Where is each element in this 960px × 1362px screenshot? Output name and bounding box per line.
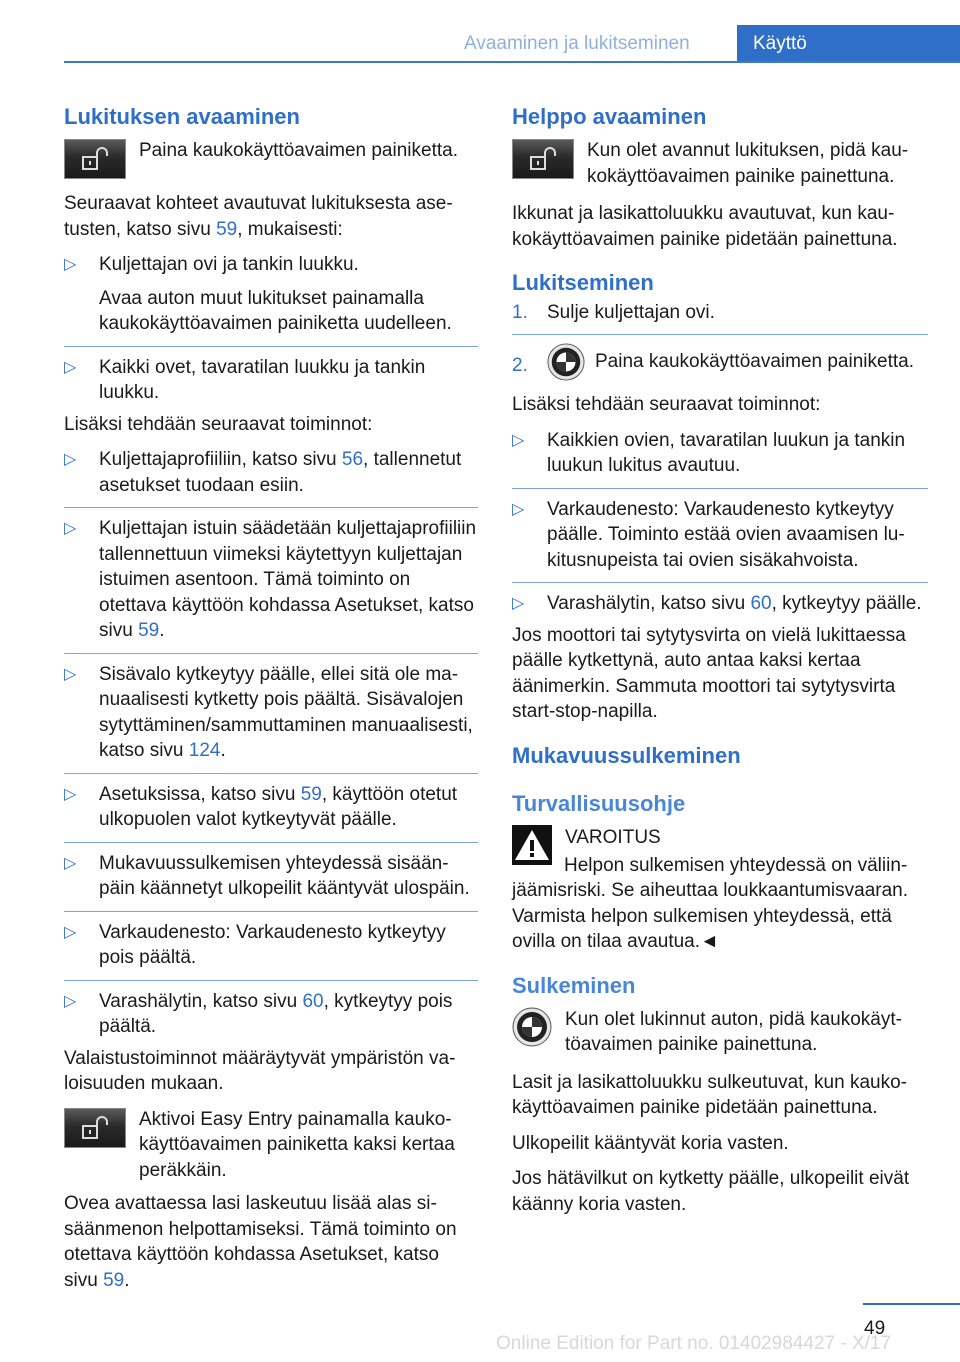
hazard-note: Jos hätävilkut on kytketty päälle, ulkopeilit eivät käänny koria vasten. <box>512 1168 910 1215</box>
list-item: ▷ Kaikki ovet, tavaratilan luukku ja tankin luukku. <box>64 356 426 403</box>
right-column <box>512 100 928 1227</box>
triangle-bullet-icon: ▷ <box>64 520 77 537</box>
list-item: ▷ Kaikkien ovien, tavaratilan luukun ja tankin luukun lukitus avautuu. <box>512 428 928 489</box>
page-link[interactable]: 56 <box>341 449 364 470</box>
closing-instruction <box>512 1007 928 1058</box>
triangle-bullet-icon: ▷ <box>512 595 525 612</box>
bmw-logo-icon <box>547 343 585 389</box>
closing-text: Kun olet lukinnut auton, pidä kaukokäyttöavaimen painike painettuna. <box>565 1008 902 1055</box>
heading-safety-note: Turvallisuusohje <box>512 790 686 816</box>
locking-functions-list <box>512 428 928 623</box>
warning-text: Helpon sulkemisen yhteydessä on väliinjäämisriski. Se aiheuttaa loukkaantumisvaaran. Varmista helpon sulkemisen yhteydessä, että ovilla on tilaa avautua.◄ <box>512 854 909 952</box>
heading-easy-open: Helppo avaaminen <box>512 104 707 129</box>
bmw-logo-icon <box>512 1007 552 1047</box>
triangle-bullet-icon: ▷ <box>512 431 525 449</box>
unlock-key-icon <box>512 139 574 179</box>
warning-triangle-icon <box>512 825 552 865</box>
page-link[interactable]: 60 <box>750 593 772 614</box>
list-item: ▷ Varashälytin, katso sivu 60, kytkeytyy pois päältä. <box>64 990 453 1037</box>
list-item: ▷ Varashälytin, katso sivu 60, kytkeytyy päälle. <box>512 591 928 623</box>
unlock-instruction <box>64 138 478 179</box>
edition-footer: Online Edition for Part no. 01402984427 - X/17 <box>496 1333 892 1354</box>
glass-note: Lasit ja lasikattoluukku sulkeutuvat, kun kaukokäyttöavaimen painike pidetään painettuna. <box>512 1071 907 1118</box>
triangle-bullet-icon: ▷ <box>64 451 77 468</box>
step-item: 2. Paina kaukokäyttöavaimen painiketta. <box>512 343 928 393</box>
step-item: 1. Sulje kuljettajan ovi. <box>512 300 928 335</box>
heading-locking: Lukitseminen <box>512 270 654 295</box>
list-item: ▷ Kuljettajan ovi ja tankin luukku. Avaa auton muut lukitukset painamalla kaukokäyttöavaimen painiketta uudelleen. <box>64 252 478 347</box>
also-label: Lisäksi tehdään seuraavat toiminnot: <box>512 394 821 415</box>
list-item: ▷ Mukavuussulkemisen yhteydessä sisäänpäin käännetyt ulkopeilit kääntyvät ulospäin. <box>64 851 478 912</box>
header-rule <box>64 61 960 63</box>
page-link[interactable]: 124 <box>188 740 221 761</box>
page-link[interactable]: 60 <box>302 990 324 1012</box>
header-section-title: Avaaminen ja lukitseminen <box>464 33 690 54</box>
heading-closing: Sulkeminen <box>512 972 636 998</box>
triangle-bullet-icon: ▷ <box>64 665 77 683</box>
heading-comfort-close: Mukavuussulkeminen <box>512 742 741 768</box>
triangle-bullet-icon: ▷ <box>64 358 77 376</box>
list-item: ▷ Varkaudenesto: Varkaudenesto kytkeytyy pois päältä. <box>64 920 478 981</box>
unlock-items-list <box>64 252 478 412</box>
page-link[interactable]: 59 <box>103 1269 125 1291</box>
unlock-key-icon <box>64 139 126 179</box>
triangle-bullet-icon: ▷ <box>64 992 77 1010</box>
windows-note: Ikkunat ja lasikattoluukku avautuvat, kun kaukokäyttöavaimen painike pidetään painettuna. <box>512 203 898 250</box>
easy-open-text: Kun olet avannut lukituksen, pidä kaukokäyttöavaimen painike painettuna. <box>587 140 909 187</box>
triangle-bullet-icon: ▷ <box>64 256 77 273</box>
left-column <box>64 100 478 1303</box>
triangle-bullet-icon: ▷ <box>64 854 77 872</box>
locking-steps <box>512 300 928 392</box>
door-note: Ovea avattaessa lasi laskeutuu lisää alas sisäänmenon helpottamiseksi. Tämä toiminto on otettava käyttöön kohdassa Asetukset, katso sivu 59. <box>64 1193 457 1291</box>
easy-open-instruction <box>512 138 928 189</box>
warning-title: VAROITUS <box>565 826 661 848</box>
page-link[interactable]: 59 <box>216 218 238 240</box>
extra-functions-list <box>64 447 478 1046</box>
mirrors-note: Ulkopeilit kääntyvät koria vasten. <box>512 1132 789 1154</box>
list-item: ▷ Asetuksissa, katso sivu 59, käyttöön otetut ulkopuolen valot kytkeytyvät päälle. <box>64 782 478 843</box>
list-item: ▷ Sisävalo kytkeytyy päälle, ellei sitä ole manuaalisesti kytketty pois päältä. Sisävalojen sytyttäminen/sammuttaminen manuaalisesti, katso sivu 124. <box>64 662 478 774</box>
unlock-text: Paina kaukokäyttöavaimen painiketta. <box>139 140 458 161</box>
lighting-note: Valaistustoiminnot määräytyvät ympäristön valoisuuden mukaan. <box>64 1047 456 1094</box>
header-chapter-tab: Käyttö <box>737 25 960 63</box>
page-number: 49 <box>864 1318 886 1339</box>
triangle-bullet-icon: ▷ <box>512 500 525 518</box>
easy-entry-text: Aktivoi Easy Entry painamalla kaukokäyttöavaimen painiketta kaksi kertaa peräkkäin. <box>139 1108 455 1181</box>
easy-entry-instruction <box>64 1107 478 1184</box>
unlock-key-icon <box>64 1108 126 1148</box>
list-item: ▷ Kuljettajaprofiiliin, katso sivu 56, tallennetut asetukset tuodaan esiin. <box>64 447 478 508</box>
page-link[interactable]: 59 <box>138 620 160 641</box>
list-item: ▷ Kuljettajan istuin säädetään kuljettajaprofiiliin tallennettuun viimeksi käytettyyn kuljettajan istuimen asentoon. Tämä toiminto on otettava käyttöön kohdassa Asetukset, katso sivu 59. <box>64 516 478 654</box>
list-item: ▷ Varkaudenesto: Varkaudenesto kytkeytyy päälle. Toiminto estää ovien avaamisen lukitusnupeista tai ovien sisäkahvoista. <box>512 497 928 584</box>
triangle-bullet-icon: ▷ <box>64 923 77 941</box>
triangle-bullet-icon: ▷ <box>64 785 77 803</box>
also-label: Lisäksi tehdään seuraavat toiminnot: <box>64 413 373 435</box>
heading-unlocking: Lukituksen avaaminen <box>64 104 300 129</box>
unlock-intro: Seuraavat kohteet avautuvat lukituksesta asetusten, katso sivu 59, mukaisesti: <box>64 193 453 240</box>
page-link[interactable]: 59 <box>300 783 322 805</box>
footer-rule <box>863 1303 960 1305</box>
engine-note: Jos moottori tai sytytysvirta on vielä lukittaessa päälle kytkettynä, auto antaa kaksi kertaa äänimerkin. Sammuta moottori tai sytytysvirta start-stop-napilla. <box>512 624 906 722</box>
